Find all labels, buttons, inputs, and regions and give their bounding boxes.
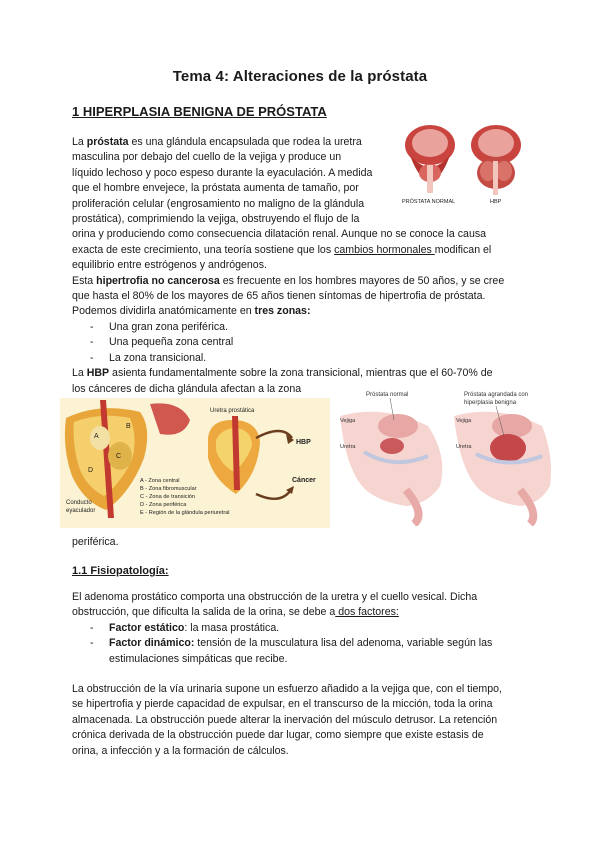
factors-list [72,621,492,652]
zones-list [72,320,504,366]
label-hbp: HBP [490,199,502,205]
text-line: obstrucción, que dificulta la salida de la orina, se debe a dos factores: [72,606,399,619]
duct-label: eyaculador [66,508,96,514]
text-line: se hipertrofia y pierde capacidad de expulsar, en el transcurso de la micción, toda la orina [72,698,493,711]
text-line: La HBP asienta fundamentalmente sobre la zona transicional, mientras que el 60-70% de [72,367,493,380]
text-line: orina, a infección y a la formación de cálculos. [72,744,289,757]
zone-label-a: A [94,433,99,440]
label-enlarged-prostate: Próstata agrandada con [464,392,529,398]
legend-item: B - Zona fibromuscular [140,486,197,492]
label-uretra: Uretra [340,444,356,450]
text-line: periférica. [72,536,119,548]
text-line: que el hombre envejece, la próstata aumenta de tamaño, por [72,182,359,195]
text-line: exacta de este crecimiento, una teoría sostiene que los cambios hormonales modifican el [72,243,492,256]
page-title: Tema 4: Alteraciones de la próstata [172,68,428,85]
list-item: - La zona transicional. [72,351,504,366]
zone-label-c: C [116,453,122,460]
text-line: equilibrio entre estrógenos y andrógenos. [72,259,267,272]
text-line: La obstrucción de la vía urinaria supone un esfuerzo añadido a la vejiga que, con el tiempo, [72,683,502,695]
list-item: - Factor dinámico: tensión de la musculatura lisa del adenoma, variable según las [72,636,492,651]
label-normal: PRÓSTATA NORMAL [402,199,456,205]
text-line: masculina por debajo del cuello de la vejiga y produce un [72,151,342,164]
text-line: estimulaciones simpáticas que recibe. [109,652,288,665]
fisiopatologia-paragraph [72,590,492,667]
list-item: - Una gran zona periférica. [72,320,504,335]
legend-item: D - Zona periférica [140,502,187,508]
zone-label-d: D [88,467,94,474]
list-item: - Una pequeña zona central [72,335,504,350]
section-heading-fisiopatologia: 1.1 Fisiopatología: [72,565,169,577]
arrow-label-cancer: Cáncer [292,477,316,484]
text-line: orina y produciendo como consecuencia dilatación renal. Aunque no se conoce la causa [72,228,487,241]
text-line: Podemos dividirla anatómicamente en tres zonas: [72,305,311,318]
section-heading-hbp: 1 HIPERPLASIA BENIGNA DE PRÓSTATA [72,104,327,119]
text-line: El adenoma prostático comporta una obstrucción de la uretra y el cuello vesical. Dicha [72,591,478,603]
obstruction-paragraph [72,682,502,759]
anatomy-comparison-figure [336,386,554,526]
label-enlarged-prostate: hiperplasia benigna [464,400,517,406]
arrow-label-hbp: HBP [296,439,311,446]
zone-label-b: B [126,423,131,430]
text-line: líquido lechoso y poco espeso durante la eyaculación. A medida [72,166,373,179]
text-line: los cánceres de dicha glándula afectan a la zona [72,382,302,395]
prostate-zones-figure [60,398,330,528]
legend-item: C - Zona de transición [140,494,196,500]
label-vejiga: Vejiga [340,418,356,424]
list-item: - Factor estático: la masa prostática. [72,621,492,636]
legend-item: A - Zona central [140,478,180,484]
prostate-comparison-figure [398,121,530,205]
label-uretra: Uretra [456,444,472,450]
text-line: crónica derivada de la obstrucción puede dar lugar, como siempre que existe estasis de [72,729,484,742]
text-line: proliferación celular (engrosamiento no maligno de la glándula [72,197,365,210]
duct-label: Conducto [66,500,92,506]
text-line: que hasta el 80% de los mayores de 65 años tienen síntomas de hipertrofia de próstata. [72,290,486,303]
legend-item: E - Región de la glándula periuretral [140,510,230,516]
text-line: La próstata es una glándula encapsulada que rodea la uretra [72,136,362,148]
text-line: Esta hipertrofia no cancerosa es frecuente en los hombres mayores de 50 años, y se cree [72,274,505,287]
text-line: prostática), comprimiendo la vejiga, obstruyendo el flujo de la [72,213,360,226]
text-line: almacenada. La obstrucción puede alterar la inervación del músculo detrusor. La retención [72,713,498,726]
label-vejiga: Vejiga [456,418,472,424]
urethra-label: Uretra prostática [210,408,255,414]
label-normal-prostate: Próstata normal [366,392,409,398]
